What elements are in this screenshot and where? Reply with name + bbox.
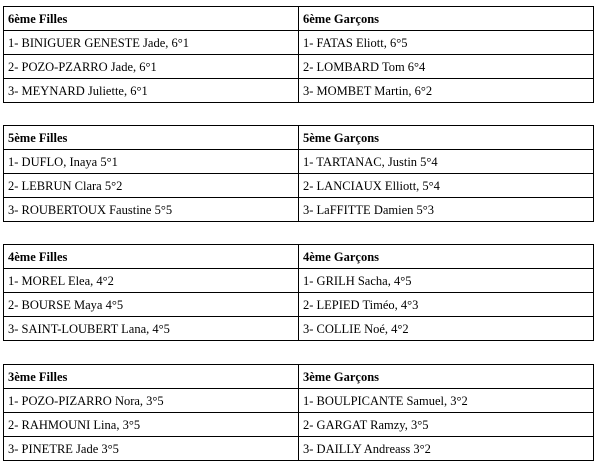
girl-rank-3: 3- PINETRE Jade 3°5 [4,437,299,461]
ranking-table-6eme [3,6,594,103]
ranking-table-4eme [3,244,594,341]
girl-rank-3: 3- ROUBERTOUX Faustine 5°5 [4,198,299,222]
table-row [4,198,594,222]
table-row [4,79,594,103]
table-row [4,150,594,174]
girl-rank-1: 1- POZO-PIZARRO Nora, 3°5 [4,389,299,413]
girls-header: 4ème Filles [4,245,299,269]
ranking-table-5eme [3,125,594,222]
boy-rank-2: 2- GARGAT Ramzy, 3°5 [299,413,594,437]
ranking-table-3eme [3,364,594,461]
boy-rank-3: 3- DAILLY Andreass 3°2 [299,437,594,461]
boys-header: 3ème Garçons [299,365,594,389]
boy-rank-1: 1- TARTANAC, Justin 5°4 [299,150,594,174]
table-header-row [4,7,594,31]
boy-rank-3: 3- MOMBET Martin, 6°2 [299,79,594,103]
table-header-row [4,245,594,269]
boy-rank-3: 3- LaFFITTE Damien 5°3 [299,198,594,222]
girl-rank-2: 2- POZO-PZARRO Jade, 6°1 [4,55,299,79]
table-header-row [4,126,594,150]
boy-rank-1: 1- GRILH Sacha, 4°5 [299,269,594,293]
boy-rank-2: 2- LEPIED Timéo, 4°3 [299,293,594,317]
girl-rank-1: 1- BINIGUER GENESTE Jade, 6°1 [4,31,299,55]
table-row [4,293,594,317]
table-row [4,317,594,341]
girl-rank-2: 2- LEBRUN Clara 5°2 [4,174,299,198]
table-row [4,55,594,79]
girls-header: 3ème Filles [4,365,299,389]
table-row [4,437,594,461]
table-row [4,389,594,413]
table-row [4,413,594,437]
girl-rank-3: 3- MEYNARD Juliette, 6°1 [4,79,299,103]
girl-rank-2: 2- BOURSE Maya 4°5 [4,293,299,317]
girls-header: 5ème Filles [4,126,299,150]
girls-header: 6ème Filles [4,7,299,31]
table-row [4,269,594,293]
boy-rank-1: 1- BOULPICANTE Samuel, 3°2 [299,389,594,413]
girl-rank-1: 1- MOREL Elea, 4°2 [4,269,299,293]
boy-rank-1: 1- FATAS Eliott, 6°5 [299,31,594,55]
girl-rank-3: 3- SAINT-LOUBERT Lana, 4°5 [4,317,299,341]
boys-header: 4ème Garçons [299,245,594,269]
boy-rank-2: 2- LOMBARD Tom 6°4 [299,55,594,79]
boy-rank-2: 2- LANCIAUX Elliott, 5°4 [299,174,594,198]
table-row [4,174,594,198]
girl-rank-2: 2- RAHMOUNI Lina, 3°5 [4,413,299,437]
boys-header: 6ème Garçons [299,7,594,31]
girl-rank-1: 1- DUFLO, Inaya 5°1 [4,150,299,174]
boy-rank-3: 3- COLLIE Noé, 4°2 [299,317,594,341]
table-header-row [4,365,594,389]
table-row [4,31,594,55]
boys-header: 5ème Garçons [299,126,594,150]
